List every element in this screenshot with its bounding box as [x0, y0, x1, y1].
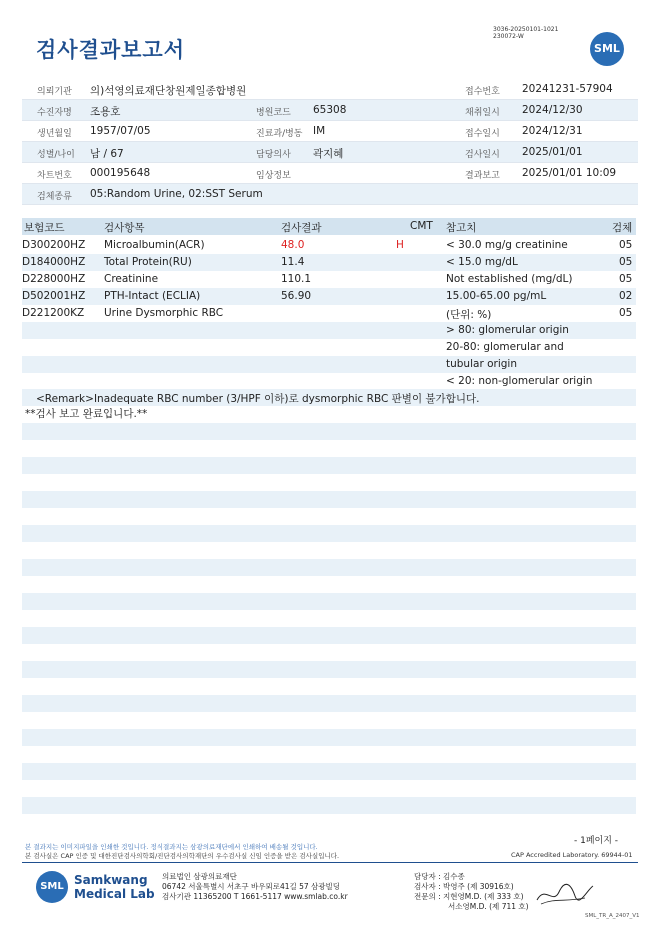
table-row: [22, 373, 636, 390]
sexage-value: 남 / 67: [90, 148, 124, 160]
cap-notice: 본 검사실은 CAP 인증 및 대한진단검사의학회/진단검사의학재단의 우수검사실 신임 인증을 받은 검사실입니다.: [25, 852, 340, 860]
patient-label: 수진자명: [37, 108, 72, 118]
col-spec-header: 검체: [612, 222, 633, 234]
info-row-patient: [22, 100, 638, 121]
row-item: Total Protein(RU): [104, 256, 192, 268]
row-result: 48.0: [281, 239, 305, 251]
row-result: 56.90: [281, 290, 312, 302]
row-ref: 20-80: glomerular and: [446, 341, 564, 353]
row-item: PTH-Intact (ECLIA): [104, 290, 201, 302]
row-cmt-flag: H: [396, 239, 404, 251]
row-item: Microalbumin(ACR): [104, 239, 205, 251]
hospital-value: 의)석영의료재단창원제일종합병원: [90, 85, 247, 97]
empty-row: [22, 695, 636, 712]
info-row-birth: [22, 121, 638, 142]
form-code: SML_TR_A_2407_V1: [585, 913, 640, 919]
dept-value: IM: [313, 125, 326, 137]
info-row-specimen: [22, 184, 638, 205]
signature-block: [414, 872, 529, 912]
brand-line2: Medical Lab: [74, 887, 155, 901]
row-item: Urine Dysmorphic RBC: [104, 307, 224, 319]
row-code: D502001HZ: [22, 290, 86, 302]
report-value: 2025/01/01 10:09: [522, 167, 617, 179]
collect-date-value: 2024/12/30: [522, 104, 583, 116]
doctor-label: 담당의사: [256, 150, 291, 160]
results-table-header: [22, 218, 636, 235]
row-ref: (단위: %): [446, 309, 492, 321]
footer-divider: [22, 862, 638, 863]
col-result-header: 검사결과: [281, 222, 322, 234]
info-row-sexage: [22, 142, 638, 163]
info-row-chart: [22, 163, 638, 184]
doc-code: [493, 26, 558, 40]
row-ref: 15.00-65.00 pg/mL: [446, 290, 547, 302]
report-title: 검사결과보고서: [36, 38, 186, 62]
row-code: D300200HZ: [22, 239, 86, 251]
row-spec: 05: [619, 307, 633, 319]
row-code: D221200KZ: [22, 307, 85, 319]
specimen-label: 검체종류: [37, 192, 72, 202]
doc-code-line1: 3036-20250101-1021: [493, 26, 559, 33]
row-spec: 05: [619, 256, 633, 268]
row-ref: < 30.0 mg/g creatinine: [446, 239, 568, 251]
row-ref: < 20: non-glomerular origin: [446, 375, 593, 387]
collect-date-label: 채취일시: [465, 108, 500, 118]
row-ref: Not established (mg/dL): [446, 273, 573, 285]
cap-accreditation: CAP Accredited Laboratory. 69944-01: [511, 851, 633, 859]
empty-row: [22, 423, 636, 440]
hosp-code-label: 병원코드: [256, 108, 291, 118]
remark-row: [22, 389, 636, 406]
table-row: [22, 322, 636, 339]
chart-label: 차트번호: [37, 171, 72, 181]
col-ref-header: 참고치: [446, 222, 477, 234]
image-notice: 본 결과지는 이미지파일을 인쇄한 것입니다. 정식결과지는 삼광의료재단에서 인쇄하여 배송될 것입니다.: [25, 843, 318, 851]
row-result: 11.4: [281, 256, 305, 268]
brand-line1: Samkwang: [74, 873, 148, 887]
empty-row: [22, 593, 636, 610]
hospital-label: 의뢰기관: [37, 87, 72, 97]
sml-footer-logo-icon: SML: [36, 871, 68, 903]
row-spec: 05: [619, 239, 633, 251]
sml-logo-icon: SML: [590, 32, 624, 66]
org-name: 의료법인 삼광의료재단: [162, 872, 237, 881]
page-number: - 1페이지 -: [574, 836, 619, 846]
receipt-no-label: 접수번호: [465, 87, 500, 97]
org-address-block: [162, 872, 348, 902]
empty-row: [22, 627, 636, 644]
patient-value: 조용호: [90, 106, 121, 118]
birth-value: 1957/07/05: [90, 125, 151, 137]
receipt-no-value: 20241231-57904: [522, 83, 613, 95]
table-row: [22, 356, 636, 373]
test-date-value: 2025/01/01: [522, 146, 583, 158]
table-row: [22, 237, 636, 254]
empty-row: [22, 729, 636, 746]
receipt-date-value: 2024/12/31: [522, 125, 583, 137]
row-result: 110.1: [281, 273, 312, 285]
signature-icon: [535, 880, 595, 908]
empty-row: [22, 491, 636, 508]
empty-row: [22, 763, 636, 780]
chart-value: 000195648: [90, 167, 151, 179]
table-row: [22, 271, 636, 288]
row-spec: 02: [619, 290, 633, 302]
specialist-1: 전문의 : 지현영M.D. (제 333 호): [414, 892, 524, 901]
receipt-date-label: 접수일시: [465, 129, 500, 139]
info-row-hospital: [22, 79, 638, 100]
dept-label: 진료과/병동: [256, 129, 303, 139]
col-cmt-header: CMT: [410, 220, 433, 232]
tester: 검사자 : 박영주 (제 30916호): [414, 882, 514, 891]
sexage-label: 성별/나이: [37, 150, 75, 160]
clinical-label: 임상정보: [256, 171, 291, 181]
empty-row: [22, 797, 636, 814]
empty-row: [22, 457, 636, 474]
row-ref: < 15.0 mg/dL: [446, 256, 518, 268]
table-row: [22, 288, 636, 305]
empty-row: [22, 525, 636, 542]
doctor-value: 곽지혜: [313, 148, 344, 160]
table-row: [22, 305, 636, 322]
specimen-value: 05:Random Urine, 02:SST Serum: [90, 188, 263, 200]
specialist-2: 서소영M.D. (제 711 호): [448, 902, 529, 911]
row-item: Creatinine: [104, 273, 159, 285]
org-contact: 검사기관 11365200 T 1661-5117 www.smlab.co.kr: [162, 892, 348, 901]
col-code-header: 보험코드: [24, 222, 65, 234]
empty-row: [22, 559, 636, 576]
row-spec: 05: [619, 273, 633, 285]
manager: 담당자 : 김수종: [414, 872, 465, 881]
org-address: 06742 서울특별시 서초구 바우뫼로41길 57 삼광빌딩: [162, 882, 341, 891]
hosp-code-value: 65308: [313, 104, 347, 116]
row-ref: tubular origin: [446, 358, 517, 370]
table-row: [22, 339, 636, 356]
table-row: [22, 254, 636, 271]
brand-name: [74, 873, 155, 901]
birth-label: 생년월일: [37, 129, 72, 139]
row-code: D184000HZ: [22, 256, 86, 268]
report-complete-text: **검사 보고 완료입니다.**: [25, 408, 148, 420]
col-item-header: 검사항목: [104, 222, 145, 234]
remark-text: <Remark>Inadequate RBC number (3/HPF 이하)로 dysmorphic RBC 판별이 불가합니다.: [36, 393, 480, 405]
doc-code-line2: 230072-W: [493, 33, 524, 40]
row-ref: > 80: glomerular origin: [446, 324, 569, 336]
report-label: 결과보고: [465, 171, 500, 181]
test-date-label: 검사일시: [465, 150, 500, 160]
empty-row: [22, 661, 636, 678]
row-code: D228000HZ: [22, 273, 86, 285]
